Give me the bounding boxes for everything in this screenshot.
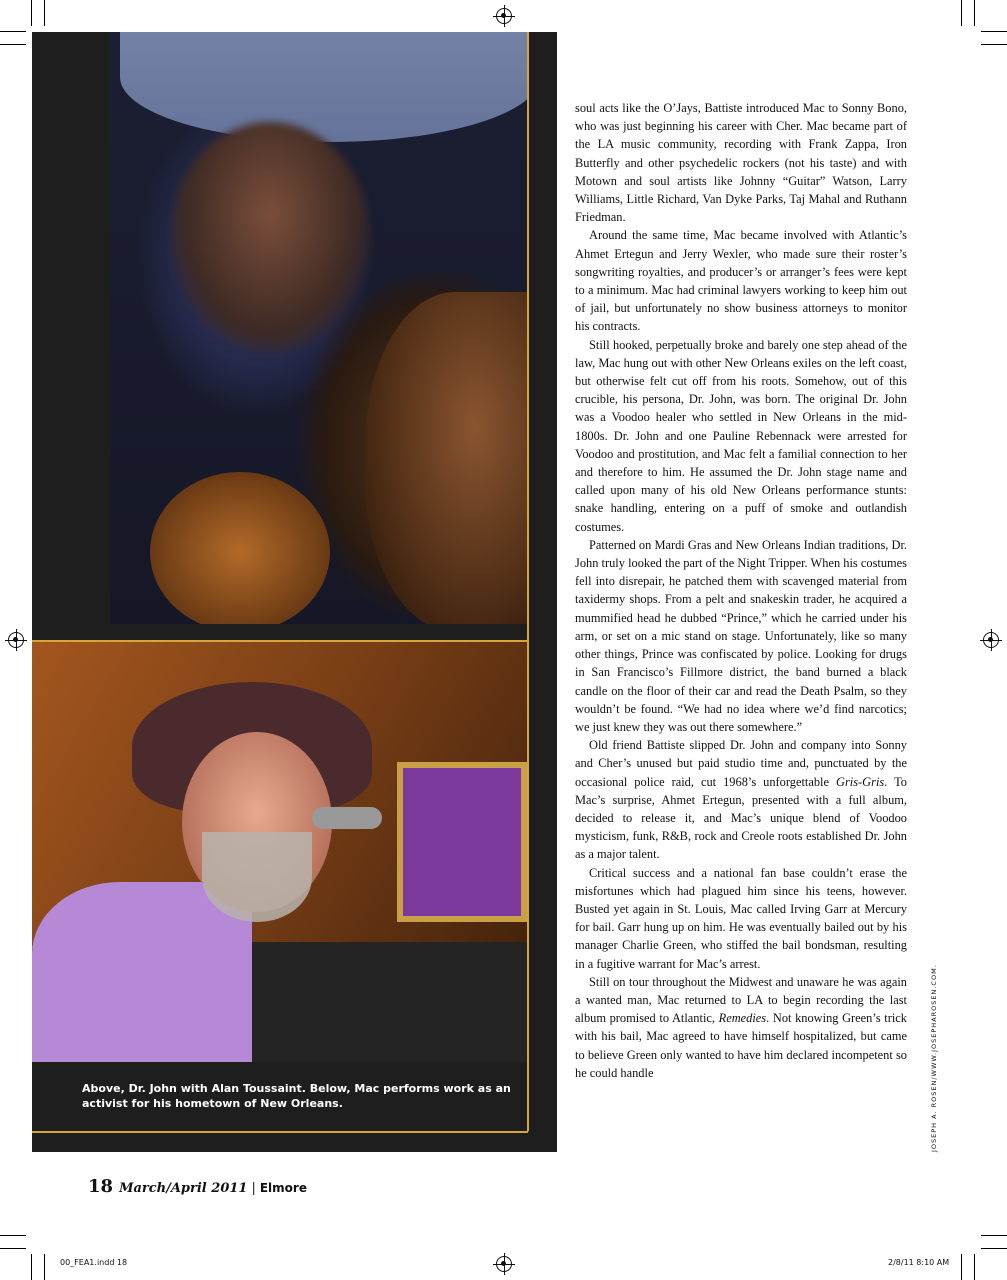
gold-rule-vertical bbox=[527, 32, 529, 1132]
text-run: . To Mac’s surprise, Ahmet Ertegun, presented with a full album, decided to release it, and Mac’s unique blend of Voodoo mysticism, funk, R&B, rock and Creole roots established Dr. John as a major talent. bbox=[575, 774, 908, 862]
text-run: Still on tour throughout the Midwest and unaware he was again a wanted man, Mac returned to LA to begin recording the last album promised to Atlantic, bbox=[575, 974, 907, 1026]
article-paragraph bbox=[575, 973, 907, 1082]
article-paragraph: Patterned on Mardi Gras and New Orleans Indian traditions, Dr. John truly looked the part of the Night Tripper. When his costumes fell into disrepair, he patched them with scavenged material from taxidermy shops. From a pelt and snakeskin trader, he acquired a mummified head he dubbed “Prince,” which he carried under his arm, or set on a mic stand on stage. Unfortunately, like so many other things, Prince was confiscated by police. Looking for drugs in San Francisco’s Fillmore district, the band burned a black candle on the floor of their car and read the Death Psalm, so they wouldn’t be found. “We had no idea where we’d find narcotics; we just knew they was out there somewhere.” bbox=[575, 537, 907, 734]
registration-mark-icon bbox=[8, 632, 24, 648]
article-paragraph: soul acts like the O’Jays, Battiste introduced Mac to Sonny Bono, who was just beginning his career with Cher. Mac became part of the LA music community, recording with Frank Zappa, Iron Butterfly and other psychedelic rockers (not his taste) and with Motown and soul artists like Johnny “Guitar” Watson, Larry Williams, Little Richard, Van Dyke Parks, Taj Mahal and Ruthann Friedman. bbox=[575, 101, 907, 225]
crop-mark bbox=[981, 44, 1007, 45]
background-face-shape bbox=[170, 122, 370, 352]
article-body bbox=[575, 99, 907, 1082]
photo-credit: JOSEPH A. ROSEN/WWW.JOSEPHAROSEN.COM. bbox=[930, 964, 938, 1152]
hat-shape bbox=[120, 32, 528, 142]
crop-mark bbox=[961, 1254, 962, 1280]
crop-mark bbox=[981, 1235, 1007, 1236]
folio-separator: | bbox=[251, 1181, 256, 1196]
guitar-shape bbox=[150, 472, 330, 624]
registration-mark-icon bbox=[496, 8, 512, 24]
microphone-shape bbox=[312, 807, 382, 829]
piano-shape bbox=[252, 942, 528, 1062]
crop-mark bbox=[44, 1254, 45, 1280]
photo-panel-edge bbox=[528, 32, 557, 1152]
crop-mark bbox=[0, 1248, 26, 1249]
slug-datetime: 2/8/11 8:10 AM bbox=[888, 1258, 950, 1267]
text-run: . Not knowing Green’s trick with his bail, Mac agreed to have himself hospitalized, but came to believe Green only wanted to have him declared incompetent so he could handle bbox=[575, 1011, 907, 1080]
photo-dr-john-alan-toussaint bbox=[110, 32, 528, 624]
crop-mark bbox=[981, 1248, 1007, 1249]
crop-mark bbox=[974, 1254, 975, 1280]
article-paragraph: Critical success and a national fan base couldn’t erase the misfortunes which had plagued him since his teens, however. Busted yet again in St. Louis, Mac called Irving Garr at Mercury for bail. Garr hung up on him. He was eventually bailed out by his manager Charlie Green, who stiffed the bail bondsman, resulting in a fugitive warrant for Mac’s arrest. bbox=[575, 865, 907, 971]
foreground-face-shape bbox=[365, 292, 528, 624]
gold-rule-bottom bbox=[32, 1131, 528, 1133]
text-run: Old friend Battiste slipped Dr. John and company into Sonny and Cher’s unused but paid studio time and, punctuated by the occasional police raid, cut 1968’s unforgettable bbox=[575, 738, 907, 789]
crop-mark bbox=[0, 31, 26, 32]
issue-date: March/April 2011 bbox=[119, 1181, 248, 1196]
folio bbox=[88, 1176, 307, 1197]
crop-mark bbox=[31, 0, 32, 26]
crop-mark bbox=[0, 44, 26, 45]
article-paragraph: Around the same time, Mac became involved with Atlantic’s Ahmet Ertegun and Jerry Wexler, who made sure their roster’s songwriting royalties, and producer’s or arranger’s fees were kept to a minimum. Mac had criminal lawyers working to keep him out of jail, but unfortunately no show business attorneys to monitor his contracts. bbox=[575, 228, 907, 334]
crop-mark bbox=[974, 0, 975, 26]
gold-rule-middle bbox=[32, 640, 528, 642]
crop-mark bbox=[44, 0, 45, 26]
crop-mark bbox=[981, 31, 1007, 32]
article-paragraph bbox=[575, 736, 907, 863]
beard-shape bbox=[202, 832, 312, 922]
crop-mark bbox=[0, 1235, 26, 1236]
album-title: Remedies bbox=[718, 1011, 767, 1026]
registration-mark-icon bbox=[496, 1256, 512, 1272]
crop-mark bbox=[31, 1254, 32, 1280]
crop-mark bbox=[961, 0, 962, 26]
slug-file: 00_FEA1.indd 18 bbox=[60, 1258, 128, 1267]
magazine-name: Elmore bbox=[259, 1181, 307, 1195]
article-paragraph: Still hooked, perpetually broke and barely one step ahead of the law, Mac hung out with other New Orleans exiles on the left coast, but otherwise felt cut off from his roots. Somehow, out of this crucible, his persona, Dr. John, was born. The original Dr. John was a Voodoo healer who settled in New Orleans in the mid-1800s. Dr. John and one Pauline Rebennack were arrested for Voodoo and prostitution, and Mac felt a familial connection to her and therefore to him. He assumed the Dr. John stage name and called upon many of his old New Orleans performance stunts: snake handling, entering on a puff of smoke and outlandish costumes. bbox=[575, 337, 907, 534]
photo-caption: Above, Dr. John with Alan Toussaint. Below, Mac performs work as an activist for his hometown of New Orleans. bbox=[82, 1082, 511, 1110]
registration-mark-icon bbox=[983, 632, 999, 648]
album-title: Gris-Gris bbox=[836, 774, 885, 789]
photo-mac-performing bbox=[32, 642, 528, 1062]
page-number: 18 bbox=[88, 1176, 114, 1197]
banner-shape bbox=[397, 762, 527, 922]
